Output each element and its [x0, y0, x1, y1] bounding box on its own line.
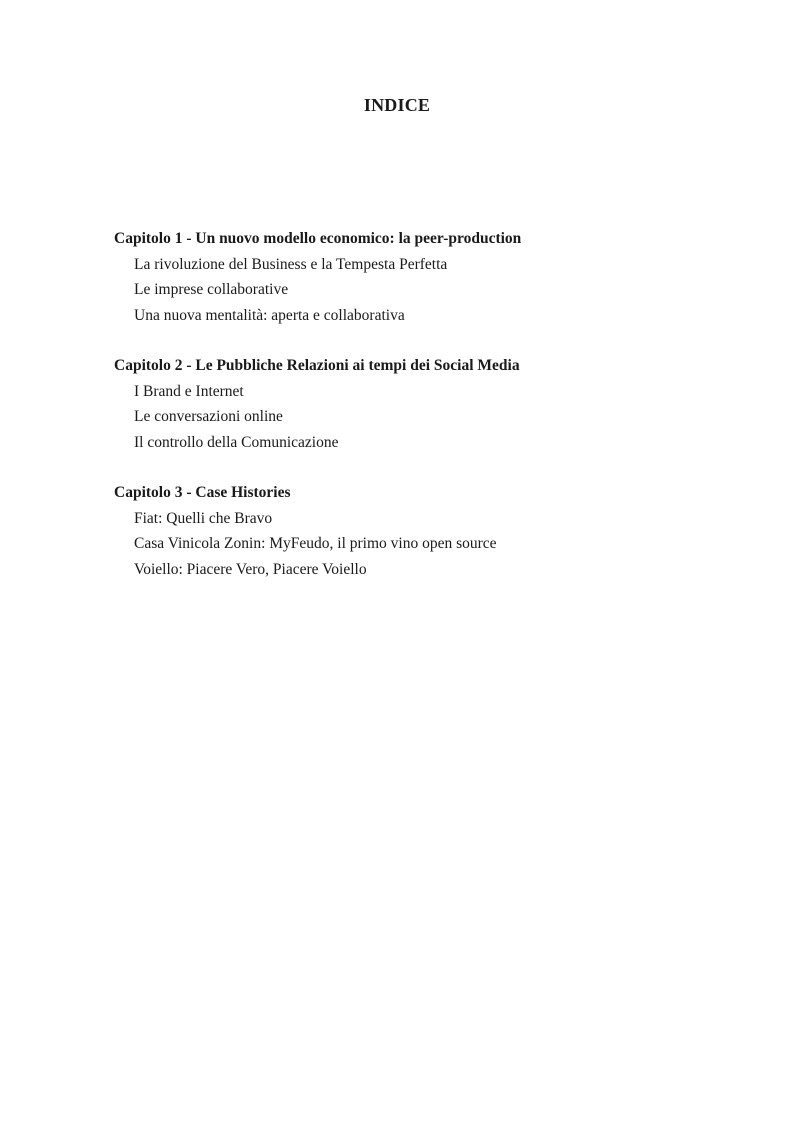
chapter-2 [114, 353, 714, 455]
page-title: INDICE [363, 95, 431, 115]
section-entry: Il controllo della Comunicazione [134, 433, 339, 451]
chapter-title: Capitolo 3 - Case Histories [114, 484, 291, 501]
section-entry: Voiello: Piacere Vero, Piacere Voiello [134, 560, 367, 578]
section-entry: I Brand e Internet [134, 382, 244, 400]
table-of-contents [114, 226, 714, 607]
chapter-title: Capitolo 1 - Un nuovo modello economico: la peer-production [114, 230, 522, 247]
section-entry: La rivoluzione del Business e la Tempesta Perfetta [134, 255, 448, 273]
chapter-1 [114, 226, 714, 328]
section-entry: Casa Vinicola Zonin: MyFeudo, il primo vino open source [134, 535, 497, 552]
section-entry: Le imprese collaborative [134, 281, 289, 298]
section-entry: Una nuova mentalità: aperta e collaborativa [134, 306, 405, 324]
chapter-title: Capitolo 2 - Le Pubbliche Relazioni ai tempi dei Social Media [114, 357, 520, 374]
section-entry: Le conversazioni online [134, 408, 283, 425]
section-entry: Fiat: Quelli che Bravo [134, 509, 273, 527]
chapter-3 [114, 480, 714, 582]
